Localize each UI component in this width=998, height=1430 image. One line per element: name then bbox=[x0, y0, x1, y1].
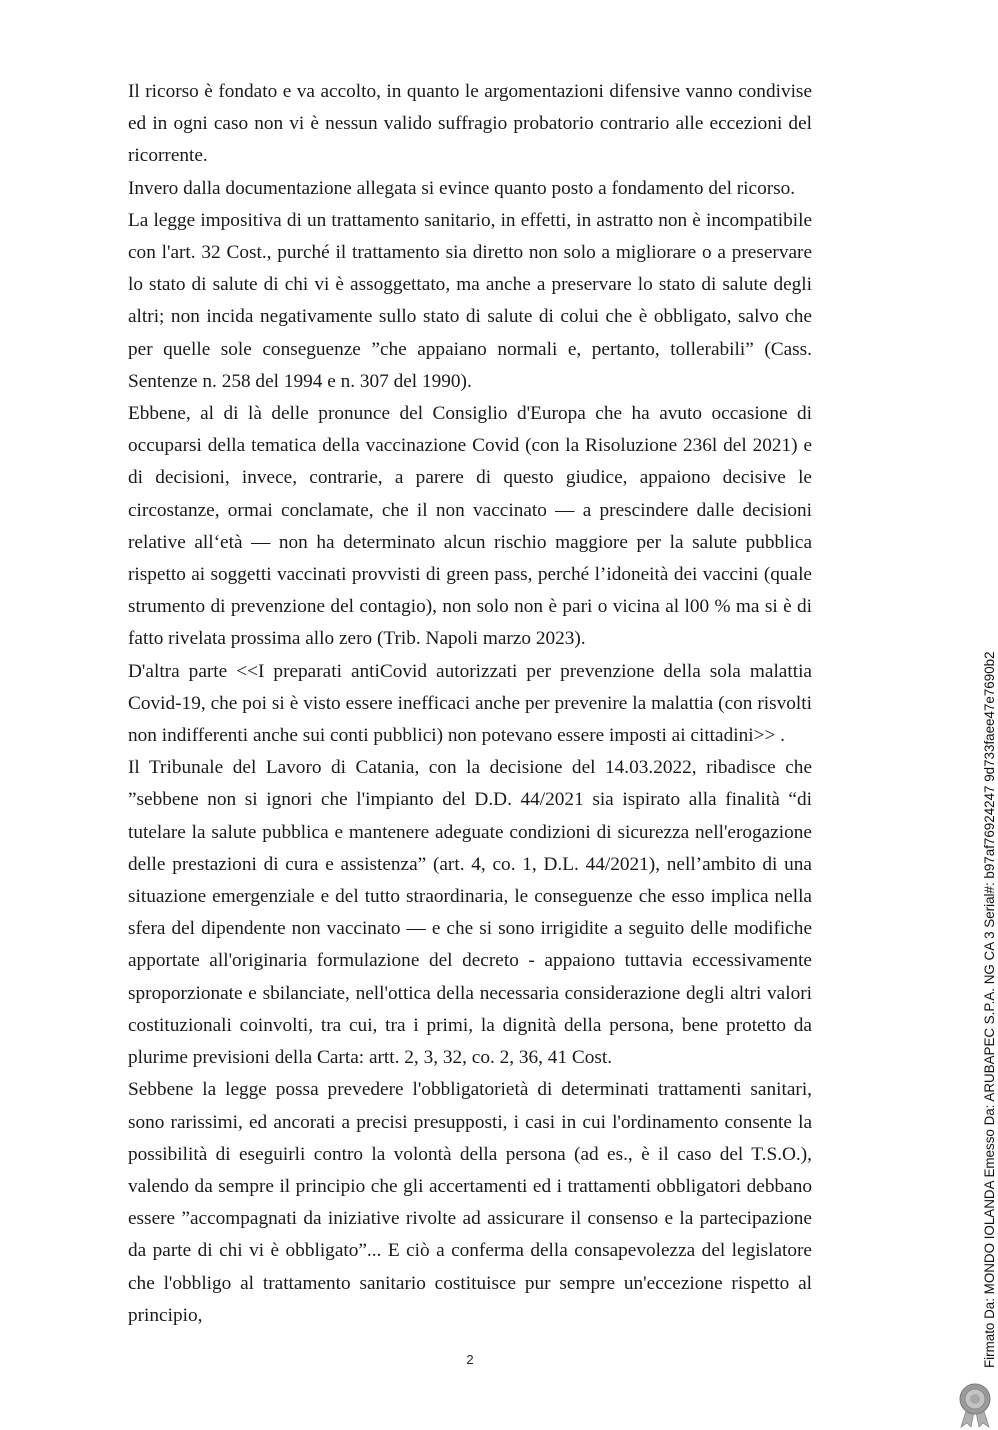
page-number: 2 bbox=[466, 1352, 474, 1367]
seal-icon bbox=[955, 1382, 995, 1428]
document-body bbox=[128, 76, 812, 1332]
paragraph-ebbene: Ebbene, al di là delle pronunce del Consiglio d'Europa che ha avuto occasione di occuparsi della tematica della vaccinazione Covid (con la Risoluzione 236l del 2021) e di decisioni, invece, contrarie, a parere di questo giudice, appaiono decisive le circostanze, ormai conclamate, che il non vaccinato — a prescindere dalle decisioni relative all‘età — non ha determinato alcun rischio maggiore per la salute pubblica rispetto ai soggetti vaccinati provvisti di green pass, perché l’idoneità dei vaccini (quale strumento di prevenzione del contagio), non solo non è pari o vicina al l00 % ma si è di fatto rivelata prossima allo zero (Trib. Napoli marzo 2023). bbox=[128, 403, 812, 650]
paragraph-altra-parte: D'altra parte <<I preparati antiCovid autorizzati per prevenzione della sola malattia Covid-19, che poi si è visto essere inefficaci anche per prevenire la malattia (con risvolti non indifferenti anche sui conti pubblici) non potevano essere imposti ai cittadini>> . bbox=[128, 660, 812, 747]
paragraph-tribunale-catania: Il Tribunale del Lavoro di Catania, con la decisione del 14.03.2022, ribadisce che ”sebbene non si ignori che l'impianto del D.D. 44/2021 sia ispirato alla finalità “di tutelare la salute pubblica e mantenere adeguate condizioni di sicurezza nell'erogazione delle prestazioni di cura e assistenza” (art. 4, co. 1, D.L. 44/2021), nell’ambito di una situazione emergenziale e del tutto straordinaria, le conseguenze che esso implica nella sfera del dipendente non vaccinato — e che si sono irrigidite a seguito delle modifiche apportate all'originaria formulazione del decreto - appaiono tuttavia eccessivamente sproporzionate e sbilanciate, nell'ottica della necessaria considerazione degli altri valori costituzionali coinvolti, tra cui, tra i primi, la dignità della persona, bene protetto da plurime previsioni della Carta: artt. 2, 3, 32, co. 2, 36, 41 Cost. bbox=[128, 757, 812, 1069]
paragraph-ricorso-fondato: Il ricorso è fondato e va accolto, in quanto le argomentazioni difensive vanno condivise ed in ogni caso non vi è nessun valido suffragio probatorio contrario alle eccezioni del ricorrente. bbox=[128, 81, 812, 167]
seal-center bbox=[970, 1394, 980, 1404]
paragraph-documentazione: Invero dalla documentazione allegata si evince quanto posto a fondamento del ricorso. bbox=[128, 177, 796, 199]
paragraph-obbligatorieta: Sebbene la legge possa prevedere l'obbligatorietà di determinati trattamenti sanitari, sono rarissimi, ed ancorati a precisi presupposti, i casi in cui l'ordinamento consente la possibilità di eseguirli contro la volontà della persona (ad es., è il caso del T.S.O.), valendo da sempre il principio che gli accertamenti ed i trattamenti obbligatori debbano essere ”accompagnati da iniziative rivolte ad assicurare il consenso e la partecipazione da parte di chi vi è obbligato”... E ciò a conferma della consapevolezza del legislatore che l'obbligo al trattamento sanitario costituisce pur sempre un'eccezione rispetto al principio, bbox=[128, 1079, 812, 1326]
digital-signature-text: Firmato Da: MONDO IOLANDA Emesso Da: ARUBAPEC S.P.A. NG CA 3 Serial#: b97af76924247 9d733faee47e7690b2 bbox=[982, 651, 997, 1368]
paragraph-legge-impositiva: La legge impositiva di un trattamento sanitario, in effetti, in astratto non è incompatibile con l'art. 32 Cost., purché il trattamento sia diretto non solo a migliorare o a preservare lo stato di salute di chi vi è assoggettato, ma anche a preservare lo stato di salute degli altri; non incida negativamente sullo stato di salute di colui che è obbligato, salvo che per quelle sole conseguenze ”che appaiano normali e, pertanto, tollerabili” (Cass. Sentenze n. 258 del 1994 e n. 307 del 1990). bbox=[128, 209, 812, 392]
